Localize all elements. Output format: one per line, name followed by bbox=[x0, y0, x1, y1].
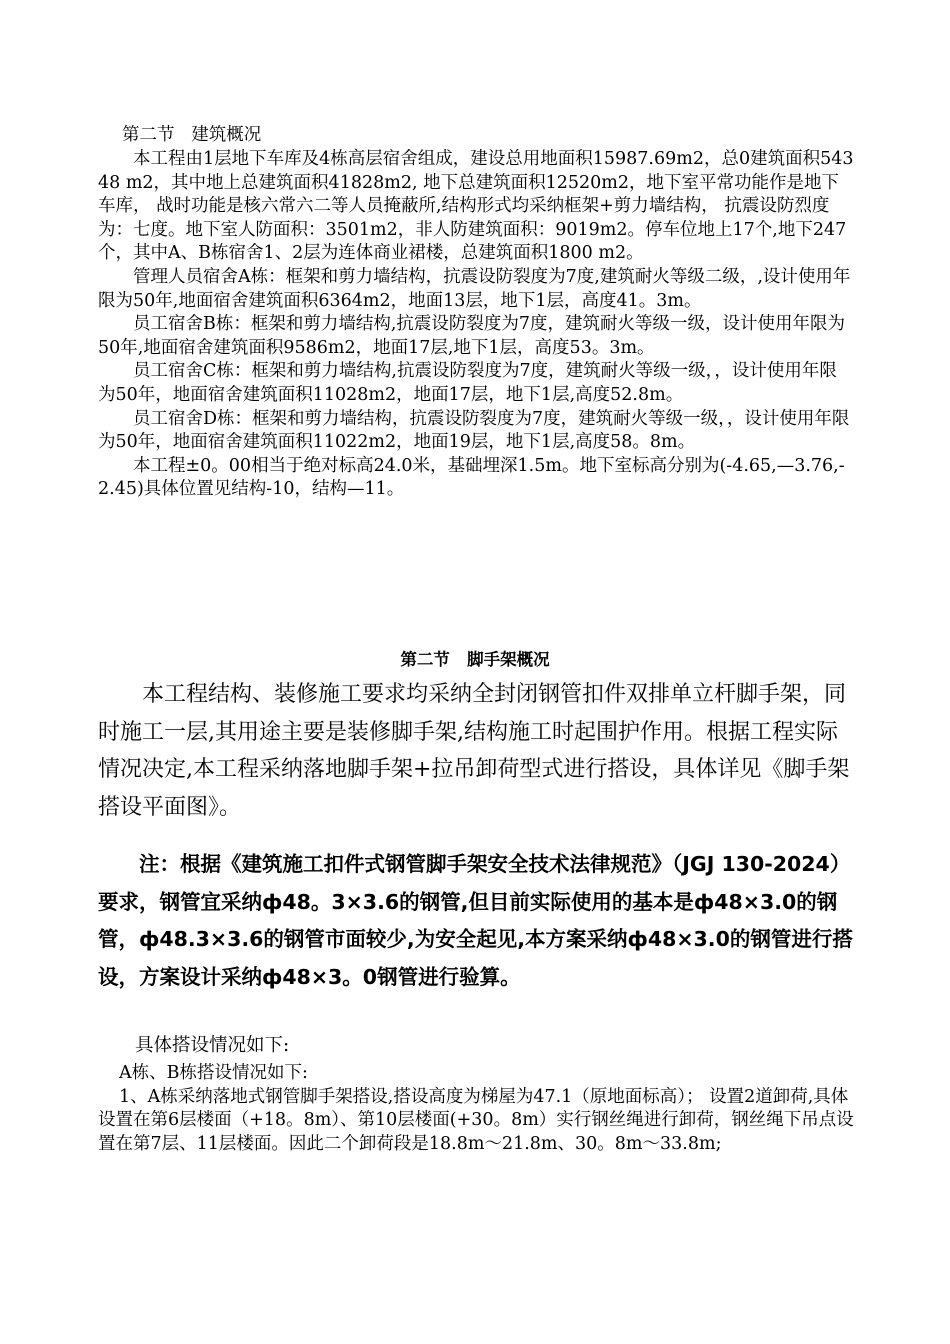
section-heading-building-overview: 第二节 建筑概况 bbox=[122, 125, 262, 145]
sub-heading-ab: A栋、B栋搭设情况如下: bbox=[119, 1063, 308, 1083]
paragraph-elevation: 本工程±0。00相当于绝对标高24.0米，基础埋深1.5m。地下室标高分别为(-4.65,—3.76,-2.45)具体位置见结构-10，结构—11。 bbox=[98, 455, 845, 500]
note-block bbox=[98, 846, 854, 996]
item-1-text: 1、A栋采纳落地式钢管脚手架搭设,搭设高度为梯屋为47.1（原地面标高）； 设置2道卸荷,具体设置在第6层楼面（+18。8m）、第10层楼面(+30。8m）实行钢丝绳进行卸荷，钢丝绳下吊点设置在第7层、11层楼面。因此二个卸荷段是18.8m～21.8m、30。8m～33.8m; bbox=[98, 1086, 854, 1154]
building-ab-block bbox=[98, 1062, 854, 1156]
section-heading-scaffold-overview: 第二节 脚手架概况 bbox=[400, 650, 550, 669]
paragraph-building-c: 员工宿舍C栋：框架和剪力墙结构,抗震设防裂度为7度，建筑耐火等级一级，，设计使用年限为50年，地面宿舍建筑面积11028m2，地面17层，地下1层,高度52.8m。 bbox=[98, 361, 837, 405]
paragraph-project-summary: 本工程由1层地下车库及4栋高层宿舍组成，建设总用地面积15987.69m2，总0建筑面积54348 m2，其中地上总建筑面积41828m2, 地下总建筑面积12520m2，地下室平常功能作是地下车库， 战时功能是核六常六二等人员掩蔽所,结构形式均采纳框架+剪力墙结构， 抗震设防烈度为：七度。地下室人防面积：3501m2，非人防建筑面积：9019m2。停车位地上17个,地下247个，其中A、B栋宿舍1、2层为连体商业裙楼，总建筑面积1800 m2。 bbox=[98, 149, 854, 264]
scaffold-description-text: 本工程结构、装修施工要求均采纳全封闭钢管扣件双排单立杆脚手架，同时施工一层,其用途主要是装修脚手架,结构施工时起围护作用。根据工程实际情况决定,本工程采纳落地脚手架+拉吊卸荷型式进行搭设，具体详见《脚手架搭设平面图》。 bbox=[98, 682, 850, 820]
paragraph-scaffold-description bbox=[98, 676, 854, 826]
paragraph-building-a: 管理人员宿舍A栋：框架和剪力墙结构，抗震设防裂度为7度,建筑耐火等级二级，,设计使用年限为50年,地面宿舍建筑面积6364m2，地面13层，地下1层，高度41。3m。 bbox=[98, 266, 851, 311]
paragraph-building-b: 员工宿舍B栋：框架和剪力墙结构,抗震设防裂度为7度，建筑耐火等级一级，设计使用年限为50年,地面宿舍建筑面积9586m2，地面17层,地下1层，高度53。3m。 bbox=[98, 314, 846, 358]
note-text: 注：根据《建筑施工扣件式钢管脚手架安全技术法律规范》（JGJ 130-2024）要求，钢管宜采纳ф48。3×3.6的钢管,但目前实际使用的基本是ф48×3.0的钢管，ф48.3×3.6的钢管市面较少,为安全起见,本方案采纳ф48×3.0的钢管进行搭设，方案设计采纳ф48×3。0钢管进行验算。 bbox=[98, 852, 853, 989]
intro-block bbox=[98, 1034, 854, 1058]
building-overview-body bbox=[98, 148, 854, 502]
paragraph-building-d: 员工宿舍D栋：框架和剪力墙结构，抗震设防裂度为7度，建筑耐火等级一级，，设计使用年限为50年，地面宿舍建筑面积11022m2，地面19层，地下1层,高度58。8m。 bbox=[98, 408, 850, 453]
intro-text: 具体搭设情况如下: bbox=[135, 1035, 290, 1056]
